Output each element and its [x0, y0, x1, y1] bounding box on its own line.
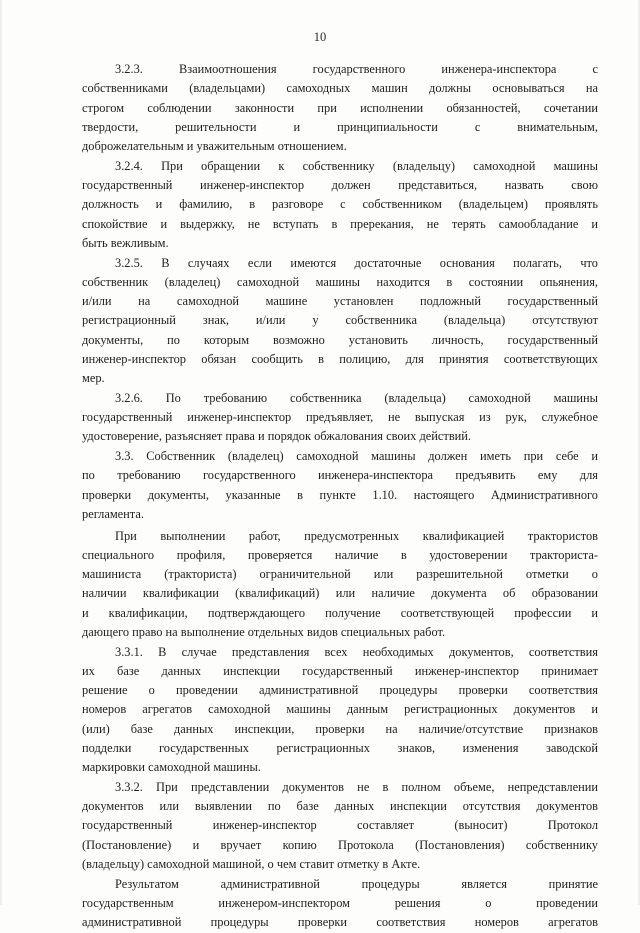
text-line: Результатом административной процедуры является принятие [115, 876, 598, 891]
paragraph-3-2-3 [82, 60, 598, 156]
text-line: маркировки самоходной машины. [82, 760, 261, 774]
text-line: номеров агрегатов самоходной машины данным регистрационных документов и [82, 702, 598, 717]
text-line: инженер-инспектор обязан сообщить в полицию, для принятия соответствующих [82, 351, 598, 366]
text-line: 3.2.3. Взаимоотношения государственного инженера-инспектора с [115, 62, 598, 76]
text-line: наличии квалификации (квалификаций) или наличие документа об образовании [82, 586, 598, 601]
paragraph-3-3-1 [82, 643, 598, 778]
text-line: мер. [82, 371, 105, 385]
text-line: удостоверение, разъясняет права и порядок обжалования своих действий. [82, 429, 472, 444]
text-line: государственным инженером-инспектором решения о проведении [82, 895, 598, 910]
text-line: регистрационный знак, и/или у собственника (владельца) отсутствуют [82, 313, 598, 328]
text-line: по требованию государственного инженера-инспектора предъявить ему для [82, 468, 598, 483]
text-line: машиниста (тракториста) ограничительной или разрешительной отметки о [82, 567, 598, 581]
paragraph-3-2-4 [82, 157, 598, 253]
text-line: должность и фамилию, в разговоре с собственником (владельцем) проявлять [82, 197, 598, 212]
text-line: строгом соблюдении законности при исполнении обязанностей, сочетании [82, 100, 598, 115]
text-line: 3.2.4. При обращении к собственнику (владельцу) самоходной машины [115, 158, 598, 173]
text-line: твердости, решительности и принципиальности с внимательным, [82, 119, 598, 134]
paragraph-3-2-5 [82, 254, 598, 389]
text-line: 3.3. Собственник (владелец) самоходной машины должен иметь при себе и [115, 449, 598, 463]
text-line: решение о проведении административной процедуры проверки соответствия [82, 683, 598, 697]
text-line: государственный инженер-инспектор составляет (выносит) Протокол [82, 818, 598, 833]
text-line: быть вежливым. [82, 235, 169, 250]
paragraph-3-2-6 [82, 389, 598, 447]
text-line: специального профиля, проверяется наличие в удостоверении тракториста- [82, 547, 598, 562]
text-line: 3.2.6. По требованию собственника (владельца) самоходной машины [115, 390, 598, 405]
text-line: 3.2.5. В случаях если имеются достаточные основания полагать, что [115, 255, 598, 270]
text-line: и квалификации, подтверждающего получение соответствующей профессии и [82, 605, 598, 620]
text-line: дающего право на выполнение отдельных видов специальных работ. [82, 624, 446, 639]
text-line: документы, по которым возможно установить личность, государственный [82, 332, 598, 347]
paragraph-3-3-2 [82, 778, 598, 874]
text-line: регламента. [82, 506, 144, 521]
text-line: их базе данных инспекции государственный инженер-инспектор принимает [82, 663, 598, 678]
paragraph-result [82, 875, 598, 933]
text-line: 3.3.2. При представлении документов не в полном объеме, непредставлении [115, 779, 598, 794]
page-number: 10 [313, 30, 327, 44]
text-line: (или) базе данных инспекции, проверки на наличие/отсутствие признаков [82, 721, 598, 736]
scan-edge-left [0, 0, 3, 905]
text-line: и/или на самоходной машине установлен подложный государственный [82, 294, 598, 308]
paragraph-3-3 [82, 447, 598, 524]
text-line: документов или выявлении по базе данных инспекции отсутствия документов [82, 799, 598, 813]
paragraph-qualification [82, 527, 598, 643]
text-line: 3.3.1. В случае представления всех необходимых документов, соответствия [115, 644, 598, 659]
text-line: государственный инженер-инспектор должен представиться, назвать свою [82, 178, 598, 192]
text-line: (владельцу) самоходной машиной, о чем ставит отметку в Акте. [82, 856, 421, 871]
text-line: доброжелательным и уважительным отношением. [82, 139, 347, 153]
text-line: проверки документы, указанные в пункте 1.10. настоящего Административного [82, 487, 598, 502]
text-line: собственник (владелец) самоходной машины находится в состоянии опьянения, [82, 274, 598, 289]
document-body [82, 60, 598, 933]
text-line: собственниками (владельцами) самоходных машин должны основываться на [82, 81, 598, 96]
text-line: административной процедуры проверки соответствия номеров агрегатов [82, 915, 598, 929]
text-line: подделки государственных регистрационных знаков, изменения заводской [82, 740, 598, 755]
text-line: При выполнении работ, предусмотренных квалификацией трактористов [115, 528, 598, 543]
text-line: (Постановление) и вручает копию Протокола (Постановления) собственнику [82, 837, 598, 852]
text-line: спокойствие и выдержку, не вступать в пререкания, не терять самообладание и [82, 216, 598, 231]
text-line: государственный инженер-инспектор предъявляет, не выпуская из рук, служебное [82, 410, 598, 424]
